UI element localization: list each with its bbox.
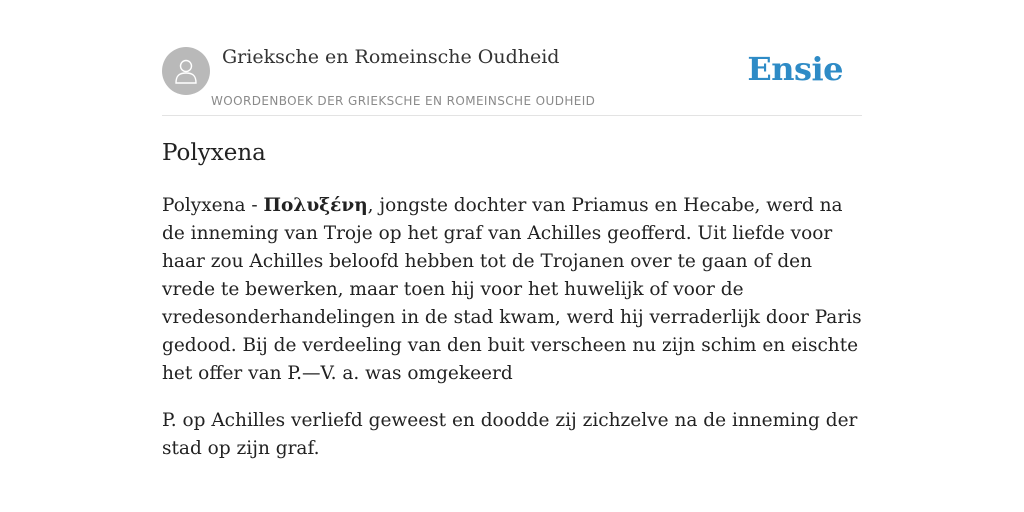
- entry-paragraph: P. op Achilles verliefd geweest en doodde zij zichzelve na de inneming der stad op zijn graf.: [162, 410, 858, 459]
- entry-text: , jongste dochter van Priamus en Hecabe, werd na de inneming van Troje op het graf van Achilles geofferd. Uit liefde voor haar zou Achilles beloofd hebben tot de Trojanen over te gaan of den vrede te bewerken, maar toen hij voor het huwelijk of voor de vredesonderhandelingen in de stad kwam, werd hij verraderlijk door Paris gedood. Bij de verdeeling van den buit verscheen nu zijn schim en eischte het offer van P.—V. a. was omgekeerd: [162, 195, 862, 384]
- brand-logo[interactable]: Ensie: [747, 50, 843, 88]
- site-title[interactable]: Grieksche en Romeinsche Oudheid: [222, 46, 560, 68]
- site-subtitle[interactable]: WOORDENBOEK DER GRIEKSCHE EN ROMEINSCHE OUDHEID: [211, 94, 596, 108]
- user-icon: [171, 56, 201, 86]
- greek-term: Πολυξένη: [263, 195, 368, 216]
- avatar[interactable]: [162, 47, 210, 95]
- page-container: [162, 0, 862, 459]
- entry-body: [162, 192, 862, 482]
- entry-paragraph: [162, 192, 862, 388]
- entry-lead: Polyxena -: [162, 195, 264, 216]
- entry-title: Polyxena: [162, 140, 266, 166]
- site-header: [162, 0, 862, 116]
